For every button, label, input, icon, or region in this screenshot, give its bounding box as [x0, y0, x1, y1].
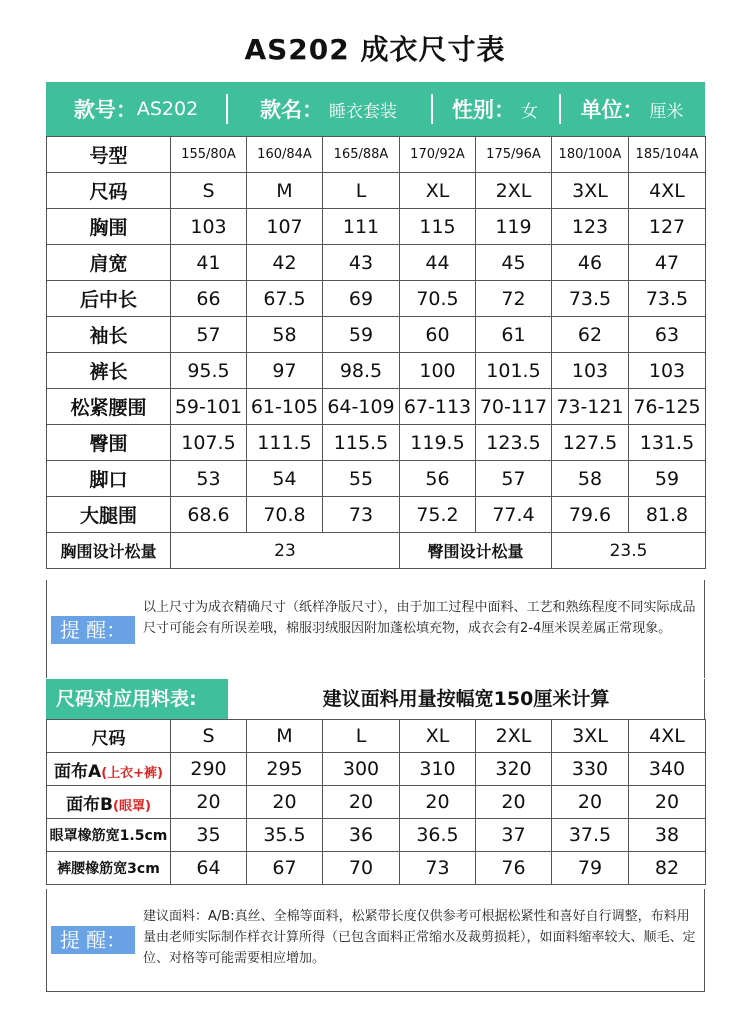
table-cell: 111.5: [247, 425, 323, 461]
table-cell: 119: [476, 209, 552, 245]
table-row: [47, 209, 706, 245]
table-cell: 180/100A: [552, 137, 629, 173]
table-cell: 97: [247, 353, 323, 389]
reminder-box: [46, 580, 705, 678]
ease-row: [47, 533, 706, 569]
table-row: [47, 173, 706, 209]
table-cell: 155/80A: [171, 137, 247, 173]
row-label: [47, 819, 171, 852]
table-cell: 165/88A: [323, 137, 400, 173]
row-label: [47, 852, 171, 885]
table-cell: 330: [552, 753, 629, 786]
table-cell: 20: [629, 786, 706, 819]
row-label-text: 面布B: [66, 794, 114, 815]
table-cell: 61: [476, 317, 552, 353]
page-title: AS202 成衣尺寸表: [244, 33, 506, 66]
table-cell: 60: [400, 317, 476, 353]
table-cell: 103: [552, 353, 629, 389]
fabric-table-heading: 建议面料用量按幅宽150厘米计算: [228, 679, 705, 719]
fabric-header-label: 尺码: [47, 720, 171, 753]
table-cell: 290: [171, 753, 247, 786]
table-cell: 70.5: [400, 281, 476, 317]
table-row: [47, 852, 706, 885]
table-cell: 55: [323, 461, 400, 497]
size-header-cell: S: [171, 720, 247, 753]
table-cell: 58: [552, 461, 629, 497]
hip-ease-label: 臀围设计松量: [400, 533, 552, 569]
row-label-text: 裤腰橡筋宽3cm: [57, 861, 160, 877]
table-cell: 79: [552, 852, 629, 885]
table-cell: 70-117: [476, 389, 552, 425]
table-cell: 57: [476, 461, 552, 497]
table-cell: 59-101: [171, 389, 247, 425]
model-number: [46, 82, 226, 136]
model-key: 款号：: [73, 98, 137, 122]
model-value: AS202: [136, 98, 199, 120]
size-header-cell: 4XL: [629, 720, 706, 753]
table-cell: 119.5: [400, 425, 476, 461]
table-row: [47, 137, 706, 173]
table-cell: 56: [400, 461, 476, 497]
chest-ease-value: 23: [171, 533, 400, 569]
table-cell: 73.5: [552, 281, 629, 317]
table-cell: 111: [323, 209, 400, 245]
table-cell: 70: [323, 852, 400, 885]
table-cell: 45: [476, 245, 552, 281]
table-cell: 75.2: [400, 497, 476, 533]
row-label-note: (上衣+裤): [101, 765, 163, 781]
table-cell: 46: [552, 245, 629, 281]
row-label: 胸围: [47, 209, 171, 245]
table-row: [47, 317, 706, 353]
row-label: 尺码: [47, 173, 171, 209]
table-cell: 20: [323, 786, 400, 819]
size-header-cell: L: [323, 720, 400, 753]
table-cell: 63: [629, 317, 706, 353]
table-cell: 20: [552, 786, 629, 819]
row-label: 脚口: [47, 461, 171, 497]
table-cell: 37: [476, 819, 552, 852]
table-cell: 115.5: [323, 425, 400, 461]
table-cell: 107.5: [171, 425, 247, 461]
table-cell: 61-105: [247, 389, 323, 425]
row-label: 松紧腰围: [47, 389, 171, 425]
table-cell: 66: [171, 281, 247, 317]
table-cell: 42: [247, 245, 323, 281]
row-label-text: 面布A: [54, 761, 102, 782]
table-cell: 67.5: [247, 281, 323, 317]
table-cell: 35: [171, 819, 247, 852]
table-cell: 67-113: [400, 389, 476, 425]
gender-value: 女: [521, 101, 538, 122]
row-label: [47, 753, 171, 786]
table-cell: 127.5: [552, 425, 629, 461]
table-cell: 38: [629, 819, 706, 852]
row-label: 后中长: [47, 281, 171, 317]
table-cell: 53: [171, 461, 247, 497]
table-cell: 73: [400, 852, 476, 885]
table-cell: 77.4: [476, 497, 552, 533]
table-cell: 76: [476, 852, 552, 885]
table-row: [47, 353, 706, 389]
row-label-note: (眼罩): [113, 798, 151, 814]
table-cell: 69: [323, 281, 400, 317]
table-cell: 36: [323, 819, 400, 852]
table-row: [47, 389, 706, 425]
table-cell: 59: [629, 461, 706, 497]
table-cell: 300: [323, 753, 400, 786]
table-cell: 62: [552, 317, 629, 353]
table-cell: 295: [247, 753, 323, 786]
name-key: 款名：: [260, 98, 323, 122]
table-cell: 43: [323, 245, 400, 281]
unit: [559, 82, 705, 136]
table-row: [47, 786, 706, 819]
table-cell: M: [247, 173, 323, 209]
table-cell: 70.8: [247, 497, 323, 533]
reminder-text: 以上尺寸为成衣精确尺寸（纸样净版尺寸），由于加工过程中面料、工艺和熟练程度不同实际成品尺寸可能会有所误差哦，棉服羽绒服因附加蓬松填充物，成衣会有2-4厘米误差属正常现象。: [143, 600, 696, 636]
table-row: [47, 245, 706, 281]
table-row: [47, 819, 706, 852]
table-cell: 73.5: [629, 281, 706, 317]
table-cell: 340: [629, 753, 706, 786]
table-cell: 35.5: [247, 819, 323, 852]
table-cell: 123: [552, 209, 629, 245]
fabric-header-row: [47, 720, 706, 753]
table-cell: 73-121: [552, 389, 629, 425]
table-cell: 131.5: [629, 425, 706, 461]
fabric-reminder-text: 建议面料：A/B:真丝、全棉等面料，松紧带长度仅供参考可根据松紧性和喜好自行调整，布料用量由老师实际制作样衣计算所得（已包含面料正常缩水及裁剪损耗），如面料缩率较大、顺毛、定位、对格等可能需要相应增加。: [143, 909, 696, 966]
table-cell: XL: [400, 173, 476, 209]
name-value: 睡衣套装: [329, 101, 397, 122]
gender-key: 性别：: [452, 98, 515, 122]
table-cell: S: [171, 173, 247, 209]
row-label: [47, 786, 171, 819]
table-cell: 127: [629, 209, 706, 245]
size-table: [46, 136, 706, 569]
table-cell: 67: [247, 852, 323, 885]
row-label-text: 眼罩橡筋宽1.5cm: [49, 828, 168, 844]
fabric-reminder-box: [46, 889, 705, 992]
table-cell: 76-125: [629, 389, 706, 425]
table-cell: 95.5: [171, 353, 247, 389]
row-label: 大腿围: [47, 497, 171, 533]
table-cell: 20: [171, 786, 247, 819]
product-info-bar: [46, 82, 705, 136]
table-cell: 170/92A: [400, 137, 476, 173]
model-name: [226, 82, 431, 136]
unit-key: 单位：: [580, 98, 644, 122]
table-cell: 68.6: [171, 497, 247, 533]
size-header-cell: 3XL: [552, 720, 629, 753]
table-cell: 54: [247, 461, 323, 497]
table-cell: 59: [323, 317, 400, 353]
fabric-table: [46, 719, 706, 885]
table-cell: 64-109: [323, 389, 400, 425]
table-cell: 98.5: [323, 353, 400, 389]
table-cell: 3XL: [552, 173, 629, 209]
table-cell: 160/84A: [247, 137, 323, 173]
unit-value: 厘米: [649, 101, 684, 122]
table-cell: 57: [171, 317, 247, 353]
table-cell: 79.6: [552, 497, 629, 533]
table-cell: 41: [171, 245, 247, 281]
size-header-cell: M: [247, 720, 323, 753]
table-row: [47, 281, 706, 317]
table-cell: 101.5: [476, 353, 552, 389]
table-cell: 107: [247, 209, 323, 245]
table-cell: 185/104A: [629, 137, 706, 173]
row-label: 臀围: [47, 425, 171, 461]
size-header-cell: 2XL: [476, 720, 552, 753]
table-cell: 73: [323, 497, 400, 533]
row-label: 号型: [47, 137, 171, 173]
table-cell: 81.8: [629, 497, 706, 533]
row-label: 裤长: [47, 353, 171, 389]
table-cell: 37.5: [552, 819, 629, 852]
table-row: [47, 461, 706, 497]
fabric-reminder-badge: 提 醒：: [51, 926, 135, 954]
table-row: [47, 425, 706, 461]
table-cell: 44: [400, 245, 476, 281]
table-cell: 58: [247, 317, 323, 353]
table-cell: 115: [400, 209, 476, 245]
table-row: [47, 753, 706, 786]
table-cell: 20: [247, 786, 323, 819]
row-label: 肩宽: [47, 245, 171, 281]
reminder-badge: 提 醒：: [51, 616, 135, 644]
table-cell: 82: [629, 852, 706, 885]
table-cell: 175/96A: [476, 137, 552, 173]
size-header-cell: XL: [400, 720, 476, 753]
table-cell: 310: [400, 753, 476, 786]
fabric-table-tag: 尺码对应用料表:: [46, 679, 228, 719]
table-cell: 103: [171, 209, 247, 245]
hip-ease-value: 23.5: [552, 533, 706, 569]
table-cell: 2XL: [476, 173, 552, 209]
table-cell: 123.5: [476, 425, 552, 461]
table-cell: 36.5: [400, 819, 476, 852]
table-cell: 103: [629, 353, 706, 389]
gender: [431, 82, 559, 136]
table-cell: 4XL: [629, 173, 706, 209]
table-cell: 20: [400, 786, 476, 819]
table-row: [47, 497, 706, 533]
table-cell: L: [323, 173, 400, 209]
table-cell: 72: [476, 281, 552, 317]
table-cell: 320: [476, 753, 552, 786]
chest-ease-label: 胸围设计松量: [47, 533, 171, 569]
table-cell: 64: [171, 852, 247, 885]
table-cell: 100: [400, 353, 476, 389]
table-cell: 20: [476, 786, 552, 819]
row-label: 袖长: [47, 317, 171, 353]
table-cell: 47: [629, 245, 706, 281]
